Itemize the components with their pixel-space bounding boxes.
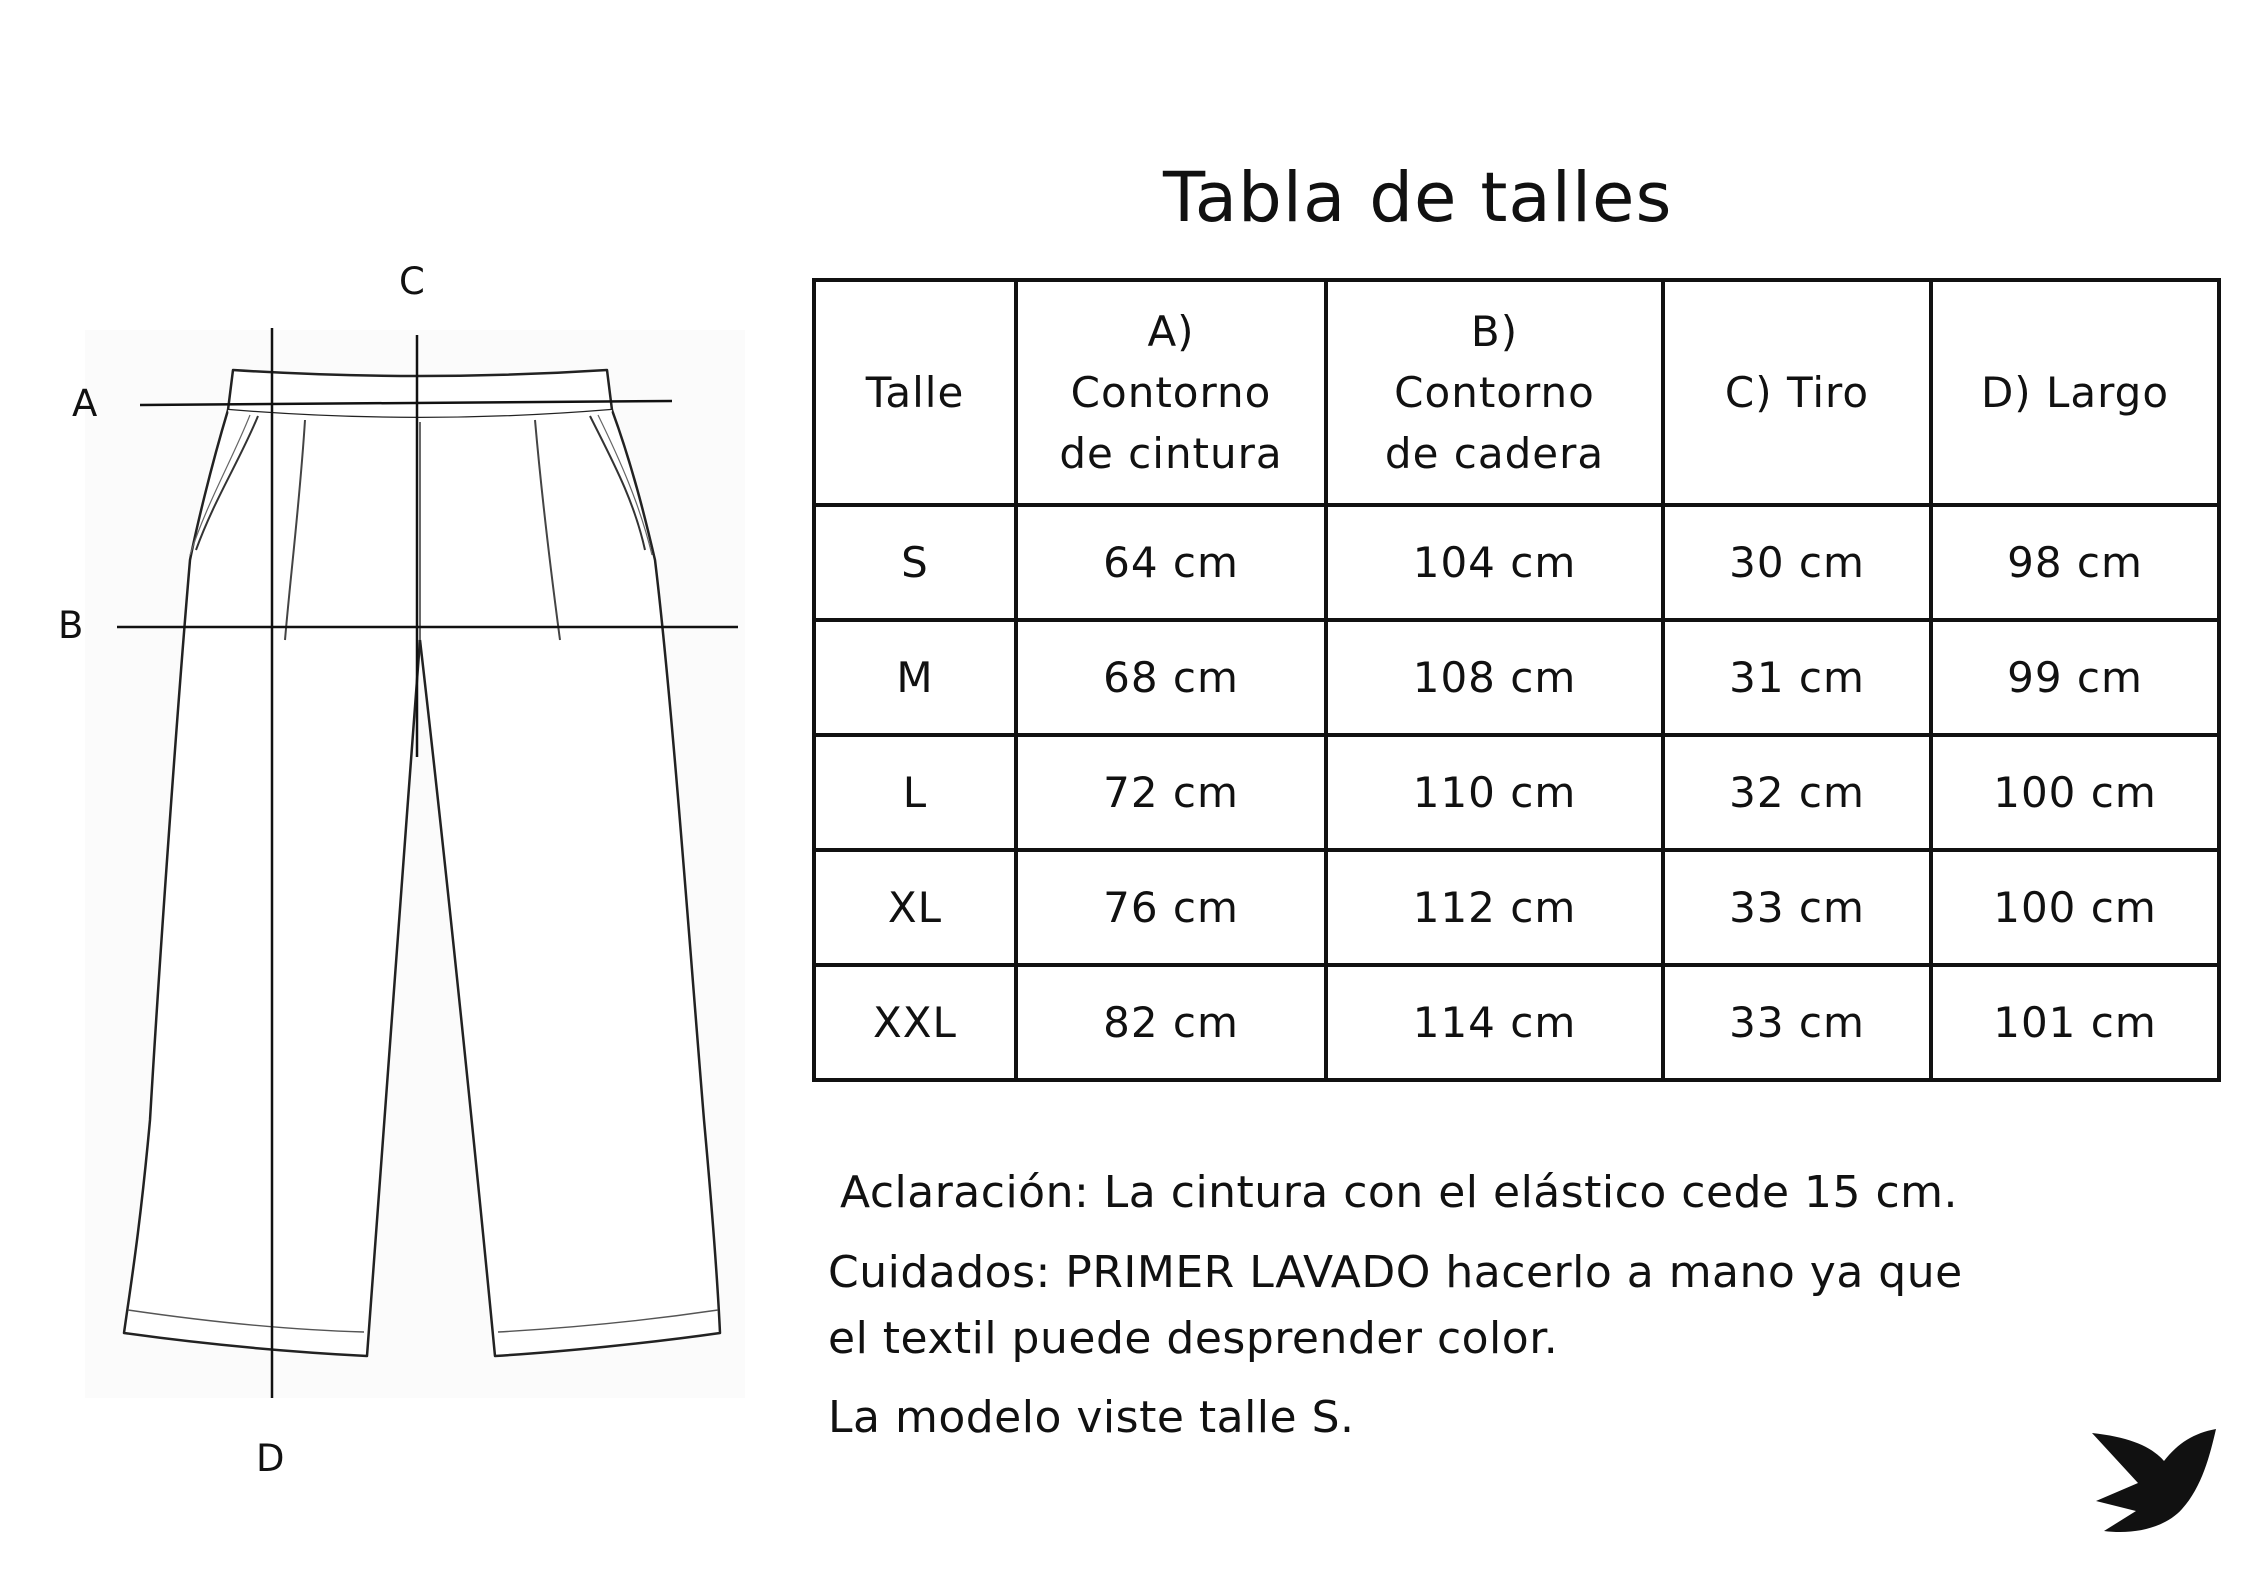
header-length — [1931, 280, 2219, 505]
logo-mark — [2090, 1425, 2220, 1540]
cell-length: 98 cm — [1931, 505, 2219, 620]
cell-size: XXL — [814, 965, 1016, 1080]
header-hip-line-3: de cadera — [1384, 429, 1605, 478]
cell-size: M — [814, 620, 1016, 735]
cell-waist: 82 cm — [1016, 965, 1326, 1080]
header-hip-line-2: Contorno — [1394, 368, 1595, 417]
cell-hip: 112 cm — [1326, 850, 1663, 965]
label-c: C — [399, 260, 425, 303]
header-size-label: Talle — [865, 368, 965, 417]
cell-waist: 76 cm — [1016, 850, 1326, 965]
label-b: B — [58, 604, 84, 647]
header-size — [814, 280, 1016, 505]
model-size-note: La modelo viste talle S. — [828, 1392, 1355, 1443]
header-waist-line-2: Contorno — [1070, 368, 1272, 417]
cell-hip: 110 cm — [1326, 735, 1663, 850]
cell-rise: 30 cm — [1663, 505, 1931, 620]
cell-rise: 32 cm — [1663, 735, 1931, 850]
header-length-label: D) Largo — [1980, 368, 2170, 417]
label-d: D — [256, 1437, 285, 1480]
cell-size: L — [814, 735, 1016, 850]
header-waist — [1016, 280, 1326, 505]
cell-length: 100 cm — [1931, 735, 2219, 850]
header-rise-label: C) Tiro — [1724, 368, 1870, 417]
cell-length: 100 cm — [1931, 850, 2219, 965]
table-row — [814, 965, 2219, 1080]
cell-waist: 64 cm — [1016, 505, 1326, 620]
clarification-note: Aclaración: La cintura con el elástico cede 15 cm. — [840, 1167, 1959, 1218]
cell-rise: 31 cm — [1663, 620, 1931, 735]
table-row — [814, 505, 2219, 620]
cell-rise: 33 cm — [1663, 965, 1931, 1080]
label-a: A — [72, 382, 98, 425]
cell-size: XL — [814, 850, 1016, 965]
cell-waist: 72 cm — [1016, 735, 1326, 850]
cell-hip: 114 cm — [1326, 965, 1663, 1080]
table-row — [814, 620, 2219, 735]
cell-hip: 104 cm — [1326, 505, 1663, 620]
pants-drawing — [0, 0, 820, 1587]
header-waist-line-1: A) — [1147, 307, 1195, 356]
cell-hip: 108 cm — [1326, 620, 1663, 735]
cell-length: 101 cm — [1931, 965, 2219, 1080]
header-hip — [1326, 280, 1663, 505]
header-waist-line-3: de cintura — [1059, 429, 1283, 478]
table-row — [814, 735, 2219, 850]
size-table — [812, 278, 2221, 1082]
header-rise — [1663, 280, 1931, 505]
cell-length: 99 cm — [1931, 620, 2219, 735]
table-row — [814, 850, 2219, 965]
swallow-bird-logo-icon — [2090, 1425, 2220, 1540]
care-note-line-1: Cuidados: PRIMER LAVADO hacerlo a mano ya que — [828, 1247, 1963, 1298]
cell-rise: 33 cm — [1663, 850, 1931, 965]
care-note-line-2: el textil puede desprender color. — [828, 1313, 1559, 1364]
waistband — [228, 370, 612, 418]
header-hip-line-1: B) — [1470, 307, 1519, 356]
pants-diagram — [0, 0, 820, 1587]
page-title: Tabla de talles — [1163, 158, 1673, 238]
cell-waist: 68 cm — [1016, 620, 1326, 735]
cell-size: S — [814, 505, 1016, 620]
table-header-row — [814, 280, 2219, 505]
